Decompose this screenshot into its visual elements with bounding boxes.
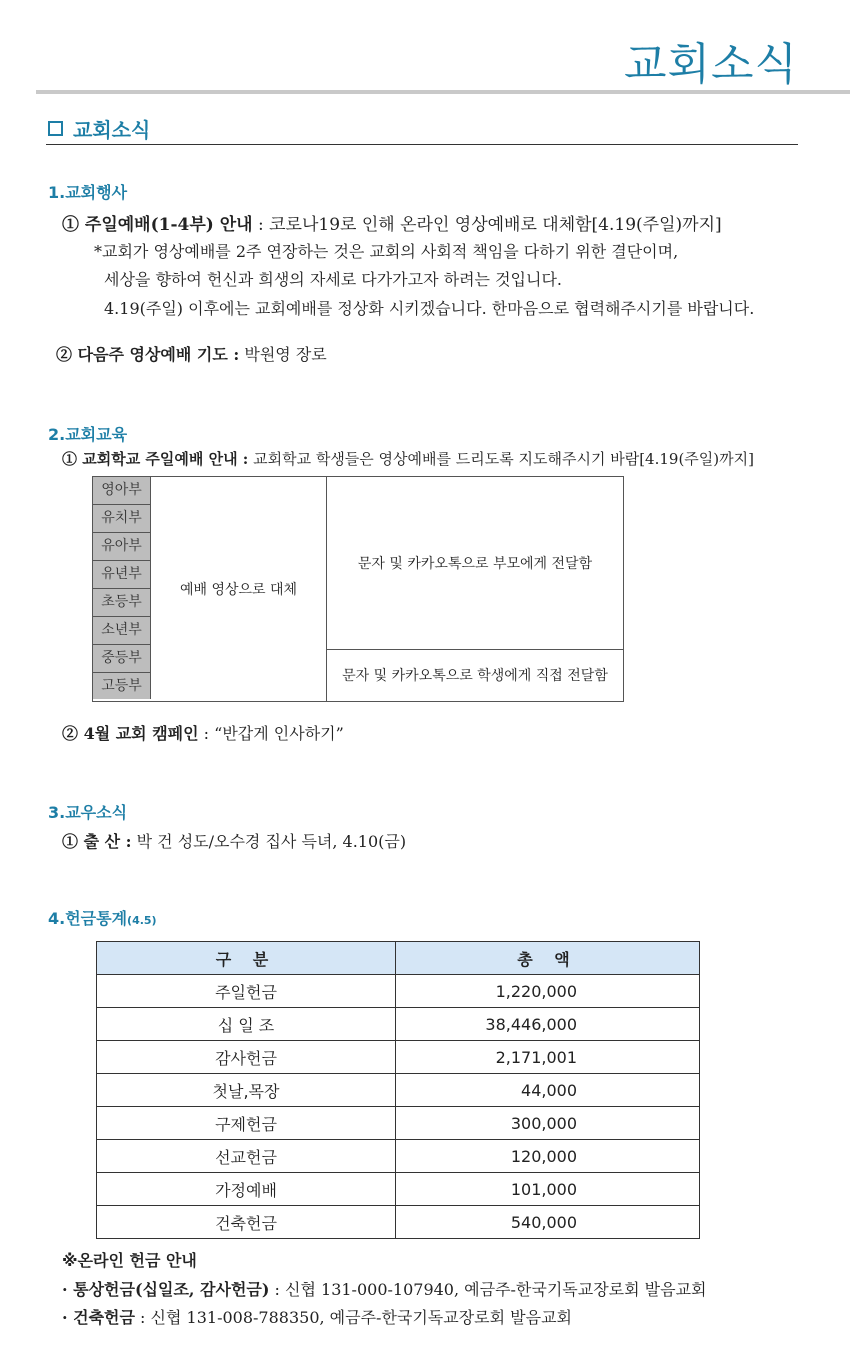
birth-label: ① 출 산 :	[62, 832, 132, 851]
amount-cell: 38,446,000	[396, 1008, 700, 1041]
header-divider	[36, 90, 850, 94]
table-row	[97, 975, 700, 1008]
department-cell: 중등부	[93, 645, 151, 673]
school-worship-notice	[62, 448, 754, 469]
offering-stats-title: 4.헌금통계	[48, 909, 128, 928]
offering-stats-date: (4.5)	[127, 914, 157, 927]
category-column-header: 구 분	[97, 942, 396, 975]
section-title	[48, 114, 150, 143]
amount-cell: 540,000	[396, 1206, 700, 1239]
amount-cell: 1,220,000	[396, 975, 700, 1008]
prayer-text: 박원영 장로	[239, 345, 327, 364]
table-row	[97, 1041, 700, 1074]
offering-header-row	[97, 942, 700, 975]
department-column	[93, 477, 151, 701]
worship-notice	[62, 210, 722, 235]
table-row	[97, 1173, 700, 1206]
prayer-notice	[56, 342, 327, 365]
amount-cell: 2,171,001	[396, 1041, 700, 1074]
campaign-label: ② 4월 교회 캠페인	[62, 724, 199, 743]
category-cell: 십 일 조	[97, 1008, 396, 1041]
notice-line-2: 세상을 향하여 헌신과 희생의 자세로 다가가고자 하려는 것입니다.	[104, 270, 563, 289]
campaign-text: : “반갑게 인사하기”	[198, 724, 344, 743]
amount-cell: 101,000	[396, 1173, 700, 1206]
amount-column-header: 총 액	[396, 942, 700, 975]
amount-cell: 120,000	[396, 1140, 700, 1173]
online-offering-title: ※온라인 헌금 안내	[62, 1251, 197, 1270]
heading-offering-stats	[48, 906, 157, 929]
school-worship-text: 교회학교 학생들은 영상예배를 드리도록 지도해주시기 바람[4.19(주일)까지]	[248, 450, 754, 468]
heading-church-education: 2.교회교육	[48, 425, 128, 444]
table-row	[97, 1107, 700, 1140]
department-cell: 유치부	[93, 505, 151, 533]
building-offering-text: : 신협 131-008-788350, 예금주-한국기독교장로회 발음교회	[134, 1308, 573, 1327]
notice-line-1: *교회가 영상예배를 2주 연장하는 것은 교회의 사회적 책임을 다하기 위한 결단이며,	[94, 242, 679, 261]
table-row	[97, 1008, 700, 1041]
school-worship-label: ① 교회학교 주일예배 안내 :	[62, 450, 249, 468]
category-cell: 선교헌금	[97, 1140, 396, 1173]
notice-line-3: 4.19(주일) 이후에는 교회예배를 정상화 시키겠습니다. 한마음으로 협력해주시기를 바랍니다.	[104, 299, 755, 318]
worship-notice-label: ① 주일예배(1-4부) 안내	[62, 215, 253, 235]
birth-notice	[62, 829, 406, 852]
heading-church-events: 1.교회행사	[48, 183, 128, 202]
department-cell: 유아부	[93, 533, 151, 561]
parent-delivery-cell: 문자 및 카카오톡으로 부모에게 전달함	[327, 477, 623, 650]
amount-cell: 300,000	[396, 1107, 700, 1140]
table-row	[97, 1206, 700, 1239]
general-offering-text: : 신협 131-000-107940, 예금주-한국기독교장로회 발음교회	[269, 1280, 707, 1299]
general-offering-account	[62, 1277, 707, 1300]
heading-member-news: 3.교우소식	[48, 803, 128, 822]
department-cell: 유년부	[93, 561, 151, 589]
campaign-notice	[62, 721, 344, 744]
building-offering-account	[62, 1305, 572, 1328]
department-cell: 초등부	[93, 589, 151, 617]
category-cell: 첫날,목장	[97, 1074, 396, 1107]
page-header-title: 교회소식	[623, 39, 798, 90]
offering-table	[96, 941, 700, 1239]
building-offering-label: · 건축헌금	[62, 1308, 135, 1327]
amount-cell: 44,000	[396, 1074, 700, 1107]
department-cell: 고등부	[93, 673, 151, 699]
department-cell: 소년부	[93, 617, 151, 645]
replacement-cell: 예배 영상으로 대체	[151, 477, 327, 701]
section-divider	[46, 144, 798, 145]
table-row	[97, 1074, 700, 1107]
birth-text: 박 건 성도/오수경 집사 득녀, 4.10(금)	[131, 832, 407, 851]
category-cell: 구제헌금	[97, 1107, 396, 1140]
category-cell: 주일헌금	[97, 975, 396, 1008]
student-delivery-cell: 문자 및 카카오톡으로 학생에게 직접 전달함	[342, 668, 608, 684]
square-bullet-icon	[48, 121, 63, 136]
table-row	[97, 1140, 700, 1173]
category-cell: 건축헌금	[97, 1206, 396, 1239]
worship-notice-text: : 코로나19로 인해 온라인 영상예배로 대체함[4.19(주일)까지]	[252, 215, 722, 235]
category-cell: 감사헌금	[97, 1041, 396, 1074]
general-offering-label: · 통상헌금(십일조, 감사헌금)	[62, 1280, 270, 1299]
department-cell: 영아부	[93, 477, 151, 505]
school-table	[92, 476, 624, 702]
prayer-label: ② 다음주 영상예배 기도 :	[56, 345, 240, 364]
section-title-text: 교회소식	[73, 118, 151, 142]
category-cell: 가정예배	[97, 1173, 396, 1206]
